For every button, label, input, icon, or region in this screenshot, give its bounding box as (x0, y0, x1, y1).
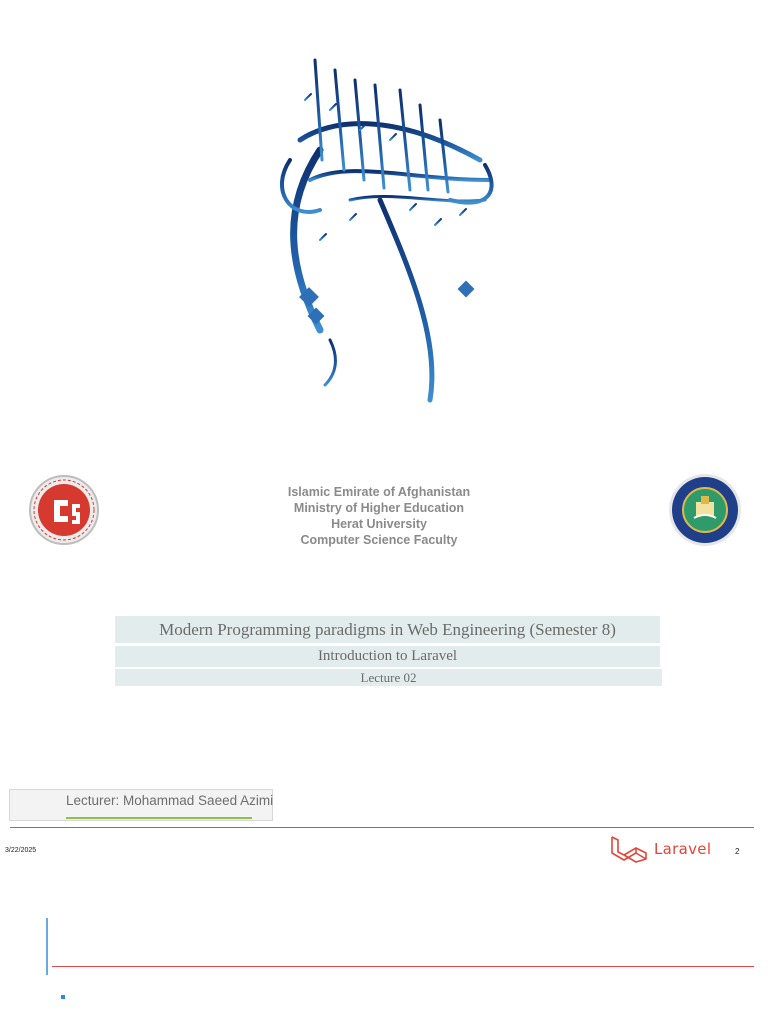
slide-date: 3/22/2025 (5, 847, 37, 854)
accent-bar (46, 918, 48, 975)
slide-divider-top (10, 827, 754, 828)
herat-university-logo (667, 472, 743, 548)
laravel-icon (610, 835, 648, 863)
lecturer-name: Lecturer: Mohammad Saeed Azimi (66, 793, 274, 808)
laravel-wordmark: Laravel (654, 840, 712, 858)
institution-block (230, 484, 528, 548)
institution-line-ministry: Ministry of Higher Education (293, 501, 465, 515)
slide-divider-bottom (52, 966, 754, 967)
lecture-number: Lecture 02 (115, 669, 662, 686)
lecturer-box (9, 789, 273, 821)
lecturer-underline (66, 817, 252, 819)
laravel-logo (610, 833, 720, 865)
institution-line-university: Herat University (331, 517, 427, 531)
course-title: Modern Programming paradigms in Web Engineering (Semester 8) (115, 616, 660, 643)
course-topic: Introduction to Laravel (115, 646, 660, 667)
bullet-marker (61, 995, 65, 999)
cs-faculty-logo (28, 474, 100, 546)
institution-line-country: Islamic Emirate of Afghanistan (287, 485, 471, 499)
institution-line-faculty: Computer Science Faculty (300, 533, 458, 547)
slide-page-number: 2 (735, 847, 740, 856)
bismillah-calligraphy (260, 40, 510, 410)
